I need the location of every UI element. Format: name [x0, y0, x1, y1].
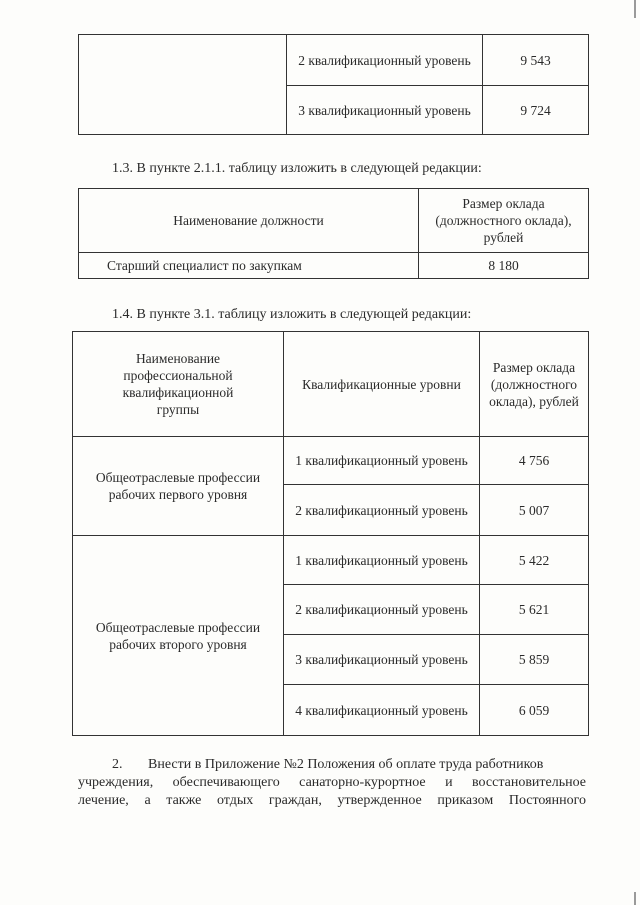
section-2-line-2: учреждения, обеспечивающего санаторно-курортное и восстановительное	[78, 775, 586, 790]
table-cell-salary: 5 621	[480, 585, 589, 635]
table-header-position: Наименование должности	[79, 189, 419, 253]
table-cell-level: 3 квалификационный уровень	[284, 635, 480, 685]
table-cell-group: Общеотраслевые профессии рабочих второго уровня	[73, 536, 284, 736]
table-cell-salary: 5 007	[480, 485, 589, 536]
table-cell-level: 1 квалификационный уровень	[284, 536, 480, 585]
table-header-salary: Размер оклада (должностного оклада), рублей	[480, 332, 589, 437]
table-cell-position: Старший специалист по закупкам	[79, 253, 419, 279]
table-header-levels: Квалификационные уровни	[284, 332, 480, 437]
table-cell-level: 2 квалификационный уровень	[284, 585, 480, 635]
table-cell-salary: 5 859	[480, 635, 589, 685]
table-top-continuation	[78, 34, 589, 135]
section-2-line-3: лечение, а также отдых граждан, утвержденное приказом Постоянного	[78, 793, 586, 808]
table-cell-salary: 9 543	[483, 35, 589, 86]
table-header-salary: Размер оклада (должностного оклада), рублей	[419, 189, 589, 253]
scan-edge-mark	[634, 892, 636, 905]
section-2-line-1: Внести в Приложение №2 Положения об оплате труда работников	[148, 757, 544, 772]
section-2-paragraph	[78, 756, 586, 810]
table-cell-group: Общеотраслевые профессии рабочих первого уровня	[73, 437, 284, 536]
table-cell-salary: 5 422	[480, 536, 589, 585]
table-cell-salary: 6 059	[480, 685, 589, 736]
table-header-group: Наименование профессиональной квалификационной группы	[73, 332, 284, 437]
table-cell-level: 3 квалификационный уровень	[287, 86, 483, 135]
table-cell-level: 2 квалификационный уровень	[287, 35, 483, 86]
table-top-empty-cell	[79, 35, 287, 135]
section-1-3-heading: 1.3. В пункте 2.1.1. таблицу изложить в следующей редакции:	[112, 161, 482, 176]
table-cell-salary: 8 180	[419, 253, 589, 279]
table-cell-level: 4 квалификационный уровень	[284, 685, 480, 736]
table-cell-salary: 4 756	[480, 437, 589, 485]
section-2-number: 2.	[112, 757, 123, 772]
table-cell-level: 2 квалификационный уровень	[284, 485, 480, 536]
table-cell-salary: 9 724	[483, 86, 589, 135]
table-1-3	[78, 188, 589, 279]
section-1-4-heading: 1.4. В пункте 3.1. таблицу изложить в следующей редакции:	[112, 307, 472, 322]
table-1-4	[72, 331, 589, 736]
table-cell-level: 1 квалификационный уровень	[284, 437, 480, 485]
scan-edge-mark	[634, 0, 636, 18]
